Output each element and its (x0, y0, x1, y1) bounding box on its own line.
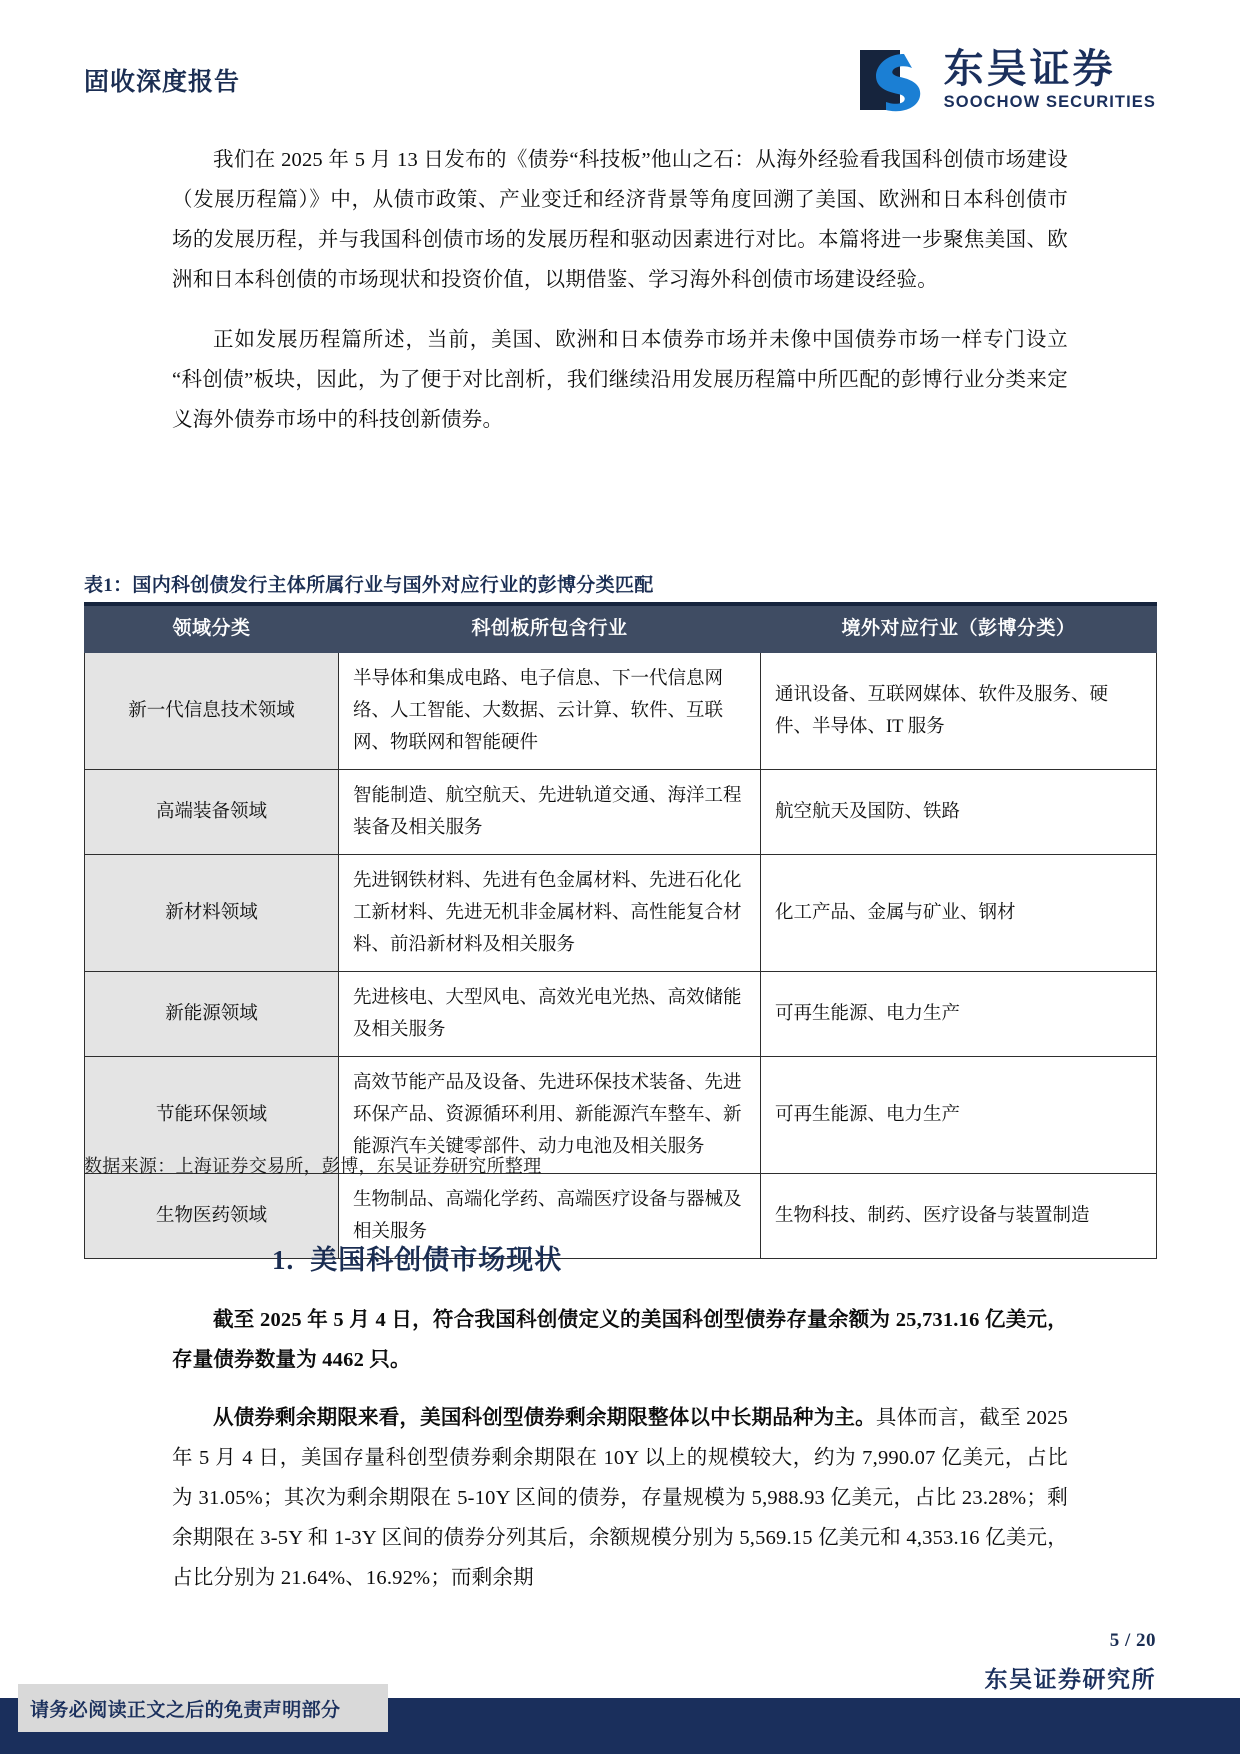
cell-overseas: 可再生能源、电力生产 (761, 972, 1157, 1057)
cell-scope: 先进钢铁材料、先进有色金属材料、先进石化化工新材料、先进无机非金属材料、高性能复合材料、前沿新材料及相关服务 (339, 855, 761, 972)
table-row (85, 972, 1157, 1057)
cell-scope: 半导体和集成电路、电子信息、下一代信息网络、人工智能、大数据、云计算、软件、互联网、物联网和智能硬件 (339, 653, 761, 770)
cell-category: 生物医药领域 (85, 1174, 339, 1259)
section-paragraph-2-lead: 从债券剩余期限来看，美国科创型债券剩余期限整体以中长期品种为主。 (213, 1407, 876, 1429)
table-header-cell-scope: 科创板所包含行业 (339, 604, 761, 653)
paragraph-spacer (172, 1384, 1068, 1398)
section-body (172, 1300, 1068, 1602)
logo-wordmark (944, 48, 1156, 112)
section-heading (272, 1238, 562, 1277)
logo-english-name: SOOCHOW SECURITIES (943, 93, 1156, 111)
footer-disclaimer-text: 请务必阅读正文之后的免责声明部分 (30, 1699, 341, 1721)
logo-chinese-name: 东吴证券 (943, 46, 1116, 91)
intro-section (172, 140, 1068, 446)
section-number: 1. (272, 1245, 295, 1275)
cell-overseas: 生物科技、制药、医疗设备与装置制造 (761, 1174, 1157, 1259)
cell-scope: 智能制造、航空航天、先进轨道交通、海洋工程装备及相关服务 (339, 770, 761, 855)
company-logo (858, 40, 1156, 120)
table-row (85, 770, 1157, 855)
table-row (85, 855, 1157, 972)
table-caption: 表1：国内科创债发行主体所属行业与国外对应行业的彭博分类匹配 (84, 575, 654, 596)
cell-overseas: 可再生能源、电力生产 (761, 1057, 1157, 1174)
table-row (85, 1174, 1157, 1259)
intro-paragraph-1: 我们在 2025 年 5 月 13 日发布的《债券“科技板”他山之石：从海外经验看我国科创债市场建设（发展历程篇）》中，从债市政策、产业变迁和经济背景等角度回溯了美国、欧洲和日本科创债市场的发展历程，并与我国科创债市场的发展历程和驱动因素进行对比。本篇将进一步聚焦美国、欧洲和日本科创债的市场现状和投资价值，以期借鉴、学习海外科创债市场建设经验。 (172, 149, 1068, 291)
cell-scope: 先进核电、大型风电、高效光电光热、高效储能及相关服务 (339, 972, 761, 1057)
section-paragraph-2-rest: 具体而言，截至 2025 年 5 月 4 日，美国存量科创型债券剩余期限在 10Y 以上的规模较大，约为 7,990.07 亿美元，占比为 31.05%；其次为剩余期限在 5-10Y 区间的债券，存量规模为 5,988.93 亿美元，占比 23.28%；剩余期限在 3-5Y 和 1-3Y 区间的债券分列其后，余额规模分别为 5,569.15 亿美元和 4,353.16 亿美元，占比分别为 21.64%、16.92%；而剩余期 (172, 1407, 1068, 1589)
footer-firm-name: 东吴证券研究所 (984, 1667, 1156, 1692)
cell-overseas: 化工产品、金属与矿业、钢材 (761, 855, 1157, 972)
section-paragraph-1: 截至 2025 年 5 月 4 日，符合我国科创债定义的美国科创型债券存量余额为 25,731.16 亿美元，存量债券数量为 4462 只。 (172, 1309, 1068, 1371)
table-header-cell-overseas: 境外对应行业（彭博分类） (761, 604, 1157, 653)
table-header-cell-category: 领域分类 (85, 604, 339, 653)
table-head (85, 604, 1157, 653)
page-header (84, 40, 1156, 126)
section-paragraph-2 (172, 1398, 1068, 1598)
cell-category: 节能环保领域 (85, 1057, 339, 1174)
footer-disclaimer (18, 1684, 388, 1732)
cell-category: 新一代信息技术领域 (85, 653, 339, 770)
paragraph-spacer (172, 306, 1068, 320)
cell-category: 新材料领域 (85, 855, 339, 972)
report-type-title: 固收深度报告 (84, 69, 241, 96)
cell-scope: 生物制品、高端化学药、高端医疗设备与器械及相关服务 (339, 1174, 761, 1259)
cell-scope: 高效节能产品及设备、先进环保技术装备、先进环保产品、资源循环利用、新能源汽车整车、新能源汽车关键零部件、动力电池及相关服务 (339, 1057, 761, 1174)
page-number: 5 / 20 (1109, 1630, 1156, 1651)
table-header-row (85, 604, 1157, 653)
cell-category: 高端装备领域 (85, 770, 339, 855)
soochow-logo-icon (858, 44, 930, 116)
intro-paragraph-2: 正如发展历程篇所述，当前，美国、欧洲和日本债券市场并未像中国债券市场一样专门设立“科创债”板块，因此，为了便于对比剖析，我们继续沿用发展历程篇中所匹配的彭博行业分类来定义海外债券市场中的科技创新债券。 (172, 329, 1068, 431)
table-row (85, 653, 1157, 770)
table-source-note: 数据来源：上海证券交易所，彭博，东吴证券研究所整理 (84, 1156, 542, 1176)
cell-overseas: 航空航天及国防、铁路 (761, 770, 1157, 855)
section-title: 美国科创债市场现状 (310, 1245, 563, 1275)
cell-overseas: 通讯设备、互联网媒体、软件及服务、硬件、半导体、IT 服务 (761, 653, 1157, 770)
cell-category: 新能源领域 (85, 972, 339, 1057)
